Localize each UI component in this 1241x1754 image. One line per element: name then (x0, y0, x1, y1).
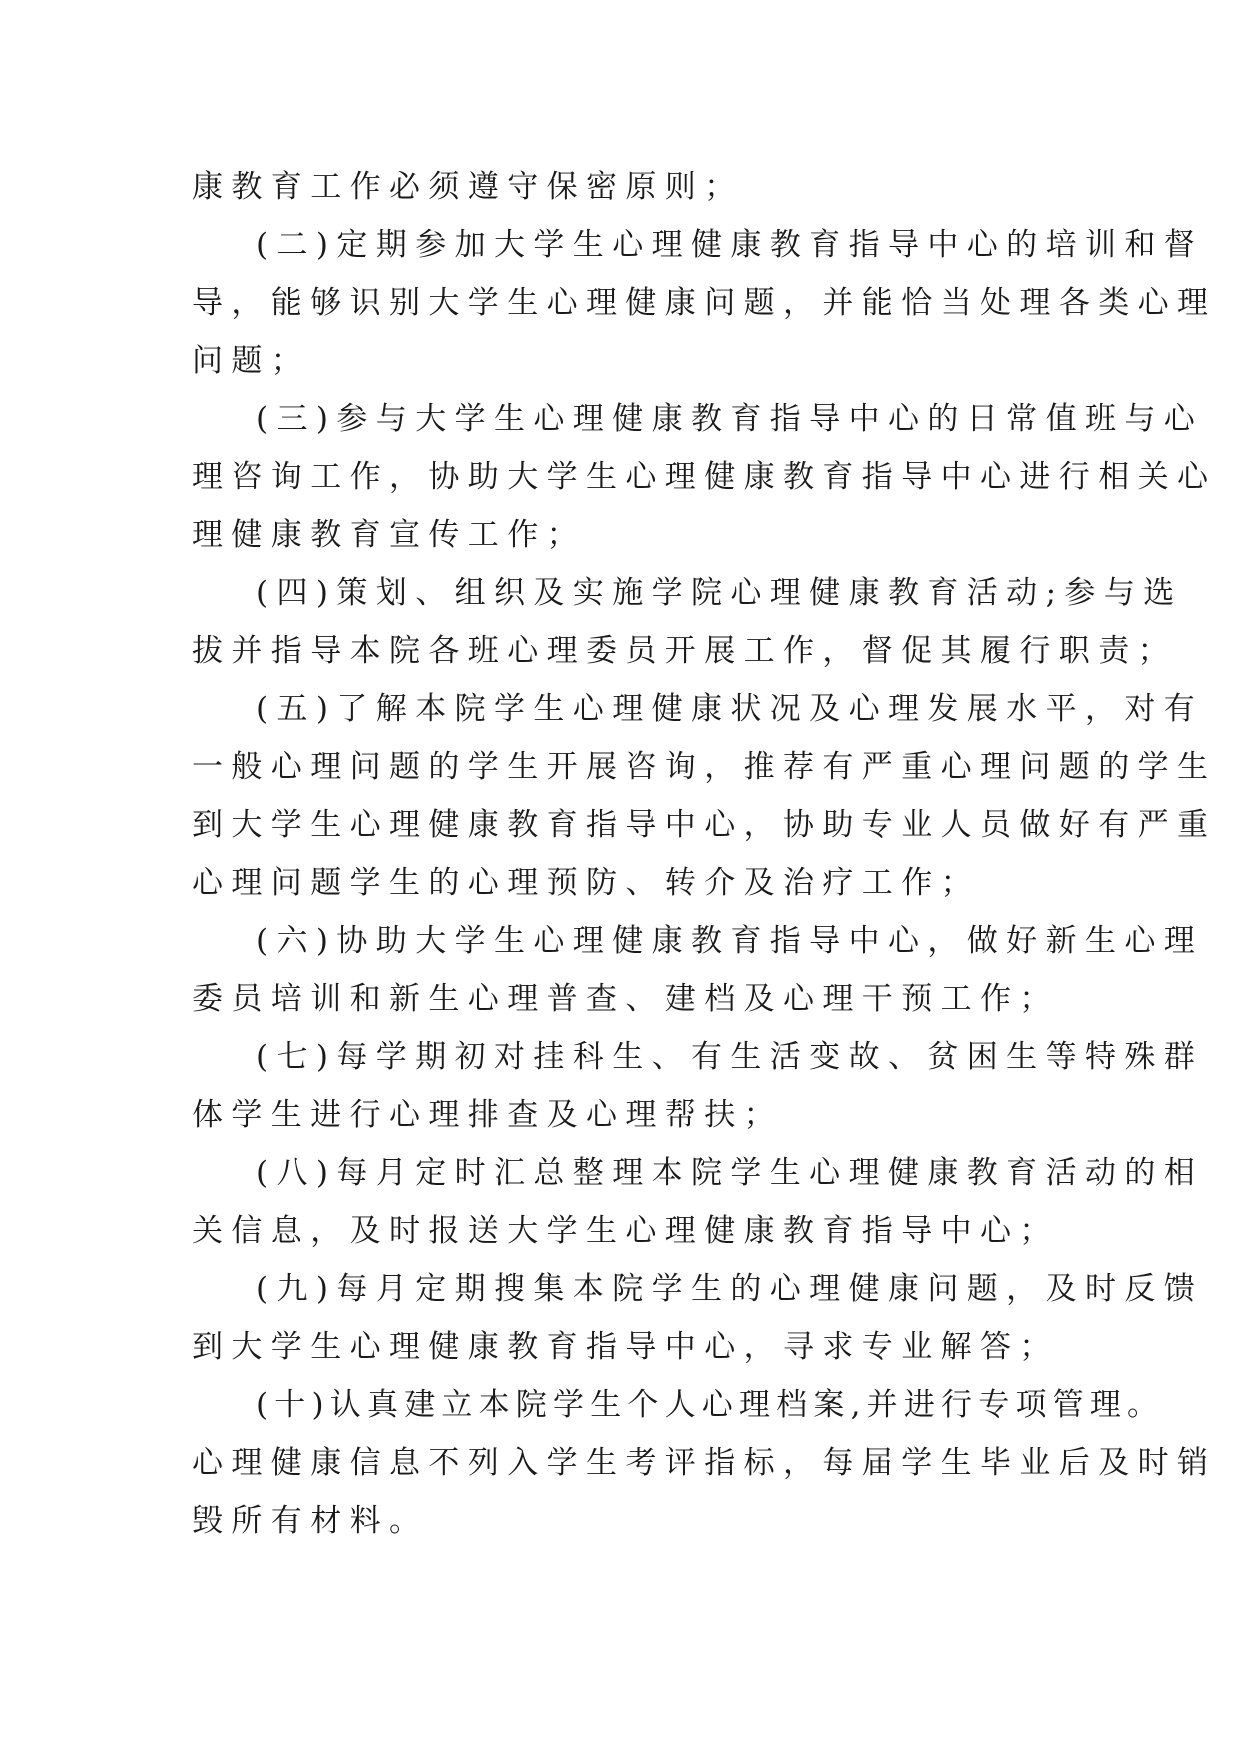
item-2-line-1: (二)定期参加大学生心理健康教育指导中心的培训和督 (256, 227, 1204, 263)
text-line: 到大学生心理健康教育指导中心，寻求专业解答； (192, 1329, 1059, 1365)
text-line: 委员培训和新生心理普查、建档及心理干预工作； (192, 981, 1059, 1017)
text-line: 理咨询工作，协助大学生心理健康教育指导中心进行相关心 (192, 459, 1217, 495)
text-line: 拔并指导本院各班心理委员开展工作，督促其履行职责； (192, 633, 1177, 669)
item-9-line-1: (九)每月定期搜集本院学生的心理健康问题，及时反馈 (256, 1271, 1204, 1307)
item-6-line-1: (六)协助大学生心理健康教育指导中心，做好新生心理 (256, 923, 1204, 959)
text-line: 心理健康信息不列入学生考评指标，每届学生毕业后及时销 (192, 1445, 1217, 1481)
text-line: 关信息，及时报送大学生心理健康教育指导中心； (192, 1213, 1059, 1249)
item-4-line-1: (四)策划、组织及实施学院心理健康教育活动;参与选 (256, 575, 1183, 611)
item-8-line-1: (八)每月定时汇总整理本院学生心理健康教育活动的相 (256, 1155, 1204, 1191)
item-7-line-1: (七)每学期初对挂科生、有生活变故、贫困生等特殊群 (256, 1039, 1204, 1075)
text-line: 理健康教育宣传工作； (192, 517, 586, 553)
document-body (192, 158, 1217, 1550)
item-10-line-1: (十)认真建立本院学生个人心理档案,并进行专项管理。 (256, 1387, 1165, 1423)
text-line: 问题； (192, 343, 311, 379)
text-line: 体学生进行心理排查及心理帮扶； (192, 1097, 783, 1133)
text-line: 心理问题学生的心理预防、转介及治疗工作； (192, 865, 980, 901)
text-line: 康教育工作必须遵守保密原则； (192, 169, 744, 205)
text-line: 导，能够识别大学生心理健康问题，并能恰当处理各类心理 (192, 285, 1217, 321)
item-5-line-1: (五)了解本院学生心理健康状况及心理发展水平，对有 (256, 691, 1204, 727)
text-line: 到大学生心理健康教育指导中心，协助专业人员做好有严重 (192, 807, 1217, 843)
item-3-line-1: (三)参与大学生心理健康教育指导中心的日常值班与心 (256, 401, 1204, 437)
text-line: 毁所有材料。 (192, 1503, 429, 1539)
text-line: 一般心理问题的学生开展咨询，推荐有严重心理问题的学生 (192, 749, 1217, 785)
